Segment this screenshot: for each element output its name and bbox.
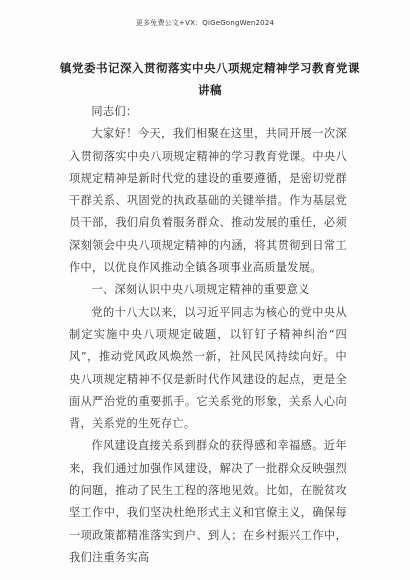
header-note: 更多免费公文+VX：QiGeGongWen2024 <box>135 19 275 27</box>
paragraph: 党的十八大以来，以习近平同志为核心的党中央从制定实施中央八项规定破题，以钉钉子精神纠治“四风”，推动党风政风焕然一新，社风民风持续向好。中央八项规定精神不仅是新时代作风建设的起点，更是全面从严治党的重要抓手。它关系党的形象，关系人心向背，关系党的生死存亡。 <box>69 305 347 431</box>
paragraph: 大家好！今天，我们相聚在这里，共同开展一次深入贯彻落实中央八项规定精神的学习教育党课。中央八项规定精神是新时代党的建设的重要遵循，是密切党群干群关系、巩固党的执政基础的关键举措。作为基层党员干部，我们肩负着服务群众、推动发展的重任，必须深刻领会中央八项规定精神的内涵，将其贯彻到日常工作中，以优良作风推动全镇各项事业高质量发展。 <box>69 127 347 275</box>
salutation: 同志们： <box>91 105 138 118</box>
document-title: 镇党委书记深入贯彻落实中央八项规定精神学习教育党课讲稿 <box>60 61 360 97</box>
document-body <box>69 101 347 569</box>
section-heading: 一、深刻认识中央八项规定精神的重要意义 <box>91 283 310 297</box>
paragraph: 作风建设直接关系到群众的获得感和幸福感。近年来，我们通过加强作风建设，解决了一批群众反映强烈的问题，推动了民生工程的落地见效。比如，在脱贫攻坚工作中，我们坚决杜绝形式主义和官僚主义，确保每一项政策都精准落实到户、到人；在乡村振兴工作中，我们注重务实高 <box>69 439 347 564</box>
